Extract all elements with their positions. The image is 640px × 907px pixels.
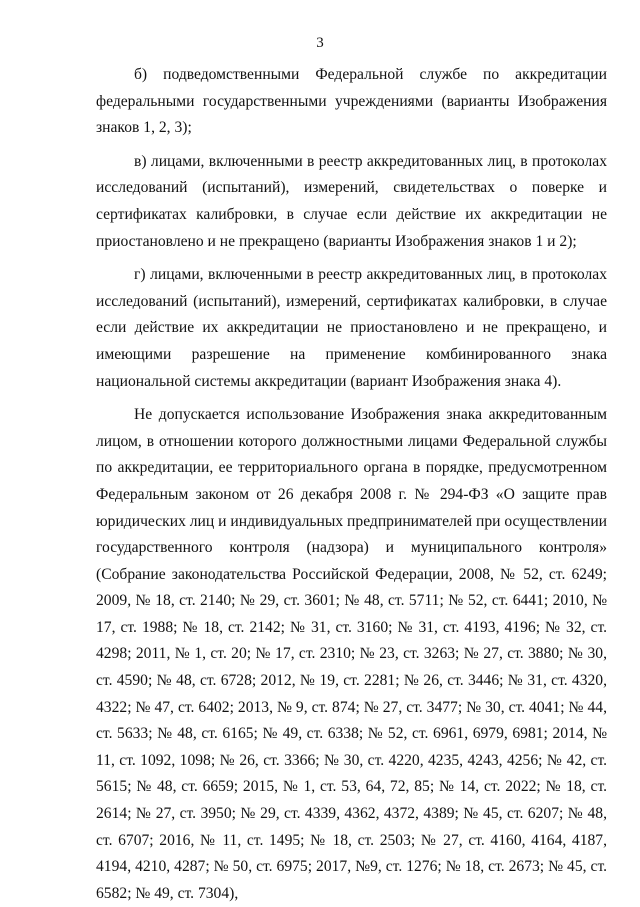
page-number: 3 xyxy=(316,35,324,51)
paragraph-b: б) подведомственными Федеральной службе по аккредитации федеральными государственными учреждениями (варианты Изображения знаков 1, 2, 3); xyxy=(96,66,607,137)
document-body xyxy=(96,62,607,907)
paragraph-v: в) лицами, включенными в реестр аккредитованных лиц, в протоколах исследований (испытаний), измерений, свидетельствах о поверке и сертификатах калибровки, в случае если действие их аккредитации не приостановлено и не прекращено (варианты Изображения знаков 1 и 2); xyxy=(96,152,607,250)
paragraph-prohibition: Не допускается использование Изображения знака аккредитованным лицом, в отношении которого должностными лицами Федеральной службы по аккредитации, ее территориального органа в порядке, предусмотренном Федеральным законом от 26 декабря 2008 г. № 294-ФЗ «О защите прав юридических лиц и индивидуальных предпринимателей при осуществлении государственного контроля (надзора) и муниципального контроля» (Собрание законодательства Российской Федерации, 2008, № 52, ст. 6249; 2009, № 18, ст. 2140; № 29, ст. 3601; № 48, ст. 5711; № 52, ст. 6441; 2010, № 17, ст. 1988; № 18, ст. 2142; № 31, ст. 3160; № 31, ст. 4193, 4196; № 32, ст. 4298; 2011, № 1, ст. 20; № 17, ст. 2310; № 23, ст. 3263; № 27, ст. 3880; № 30, ст. 4590; № 48, ст. 6728; 2012, № 19, ст. 2281; № 26, ст. 3446; № 31, ст. 4320, 4322; № 47, ст. 6402; 2013, № 9, ст. 874; № 27, ст. 3477; № 30, ст. 4041; № 44, ст. 5633; № 48, ст. 6165; № 49, ст. 6338; № 52, ст. 6961, 6979, 6981; 2014, № 11, ст. 1092, 1098; № 26, ст. 3366; № 30, ст. 4220, 4235, 4243, 4256; № 42, ст. 5615; № 48, ст. 6659; 2015, № 1, ст. 53, 64, 72, 85; № 14, ст. 2022; № 18, ст. 2614; № 27, ст. 3950; № 29, ст. 4339, 4362, 4372, 4389; № 45, ст. 6207; № 48, ст. 6707; 2016, № 11, ст. 1495; № 18, ст. 2503; № 27, ст. 4160, 4164, 4187, 4194, 4210, 4287; № 50, ст. 6975; 2017, №9, ст. 1276; № 18, ст. 2673; № 45, ст. 6582; № 49, ст. 7304), xyxy=(96,406,608,902)
paragraph-g: г) лицами, включенными в реестр аккредитованных лиц, в протоколах исследований (испытаний), измерений, сертификатах калибровки, в случае если действие их аккредитации не приостановлено и не прекращено, и имеющими разрешение на применение комбинированного знака национальной системы аккредитации (вариант Изображения знака 4). xyxy=(96,266,607,390)
